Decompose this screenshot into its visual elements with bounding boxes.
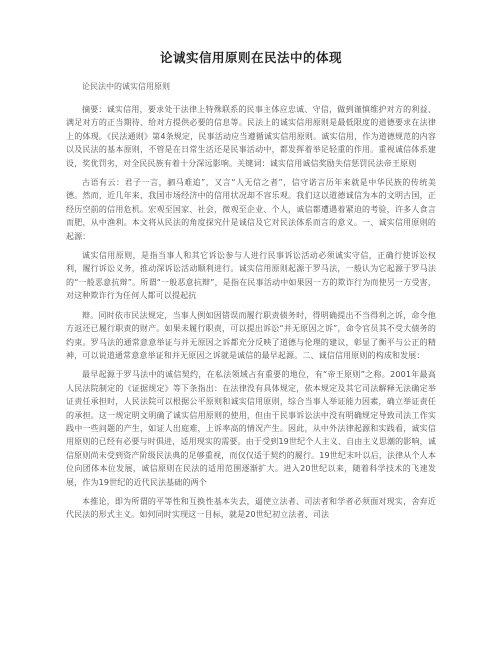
origin-continued-paragraph: 辩。同时依市民法规定，当事人例如因错误而履行职责债务时，得明确提出不当得利之诉，命令他方返还已履行职责的财产。如果未履行职责，可以提出诉讼“并无原因之诉”，命令官员其不受大债务的约束。罗马法的通常意意举证与并无原因之诉都充分反映了道德与伦理的建议，彰显了衡平与公正的精神，可以说道通常意意举证和并无原因之诉就是诚信的最早起源。二、诚信信用原则的构成和发展： <box>66 310 436 360</box>
abstract-paragraph: 摘要：诚实信用，要求处于法律上特殊联系的民事主体应忠诚、守信，做到谨慎维护对方的利益、满足对方的正当期待、给对方提供必要的信息等。民法上的诚实信用原则是最低限度的道德要求在法律上的体现。《民法通则》第4条规定，民事活动应当遵循诚实信用原则。诚实信用，作为道德规范的内容以及民法的基本原则，不管是在日常生活还是民事活动中，都发挥着举足轻重的作用。重视诚信体系建设，奖优罚劣，对全民民族有着十分深远影响。关键词：诚实信用诚信奖励失信惩罚民法帝王原则 <box>66 105 436 168</box>
document-subtitle: 论民法中的诚实信用原则 <box>82 82 170 91</box>
intro-paragraph: 古语有云：君子一言，驷马难追”，又言“人无信之者”，信守诺言历年来就是中华民族的传统美德。然而，近几年来，我国市场经济中的信用状况却不容乐观。我们这以道德诚信为本的文明古国，正经历空前的信用危机。宏观至国家、社会，微观至企业、个人，诚信都遭遇着紧迫的考验，许多人食言而肥，从中渔利。本文将从民法的角度探究什是诚信及它对民法体系而言的意义。一、诚实信用原则的起源： <box>66 178 436 241</box>
modern-paragraph: 本推论，即为所谓的平等性和互换性基本失去，逼使立法者、司法者和学者必须面对现实，舍弃近代民法的形式主义。如何同时实现这一目标，就是20世纪初立法者、司法 <box>66 496 436 520</box>
origin-paragraph: 诚实信用原则，是指当事人和其它诉讼参与人进行民事诉讼活动必须诚实守信，正确行使诉讼权利，履行诉讼义务，推动深诉讼活动顺利进行。诚实信用原则起源于罗马法，一般认为它起源于罗马法的“一般恶意抗辩”。所谓“一般恶意抗辩”，是指在民事活动中如果因一方的欺诈行为而使另一方受害，对这种欺诈行为任何人都可以提起抗 <box>66 251 436 301</box>
document-title: 论诚实信用原则在民法中的体现 <box>159 50 342 65</box>
development-paragraph: 最早起源于罗马法中的诚信契约，在私法领域占有重要的地位，有“帝王原则”之称。2001年最高人民法院制定的《证据规定》等下条指出：在法律没有具体规定，依本规定及其它司法解释无法确定举证责任承担时，人民法院可以根据公平原则和诚实信用原则，综合当事人举证能力因素，确立举证责任的承担。这一规定明文明确了诚实信用原则的使用，但由于民事诉讼法中没有明确规定导致司法工作实践中一些问题的产生，如证人出庭难，上诉率高的情况产生。因此，从中外法律起源和实践看，诚实信用原则的已经有必要与时俱进，适用现实的需要。由于受到19世纪个人主义、自由主义思潮的影响，诚信原则尚未受到资产阶级民法典的足够重视，而仅仅适于契约的履行。19世纪末叶以后，法律从个人本位向团体本位发展，诚信原则在民法的适用范围逐渐扩大。进入20世纪以来，随着科学技术的飞速发展，作为19世纪的近代民法基础的两个 <box>66 370 436 487</box>
